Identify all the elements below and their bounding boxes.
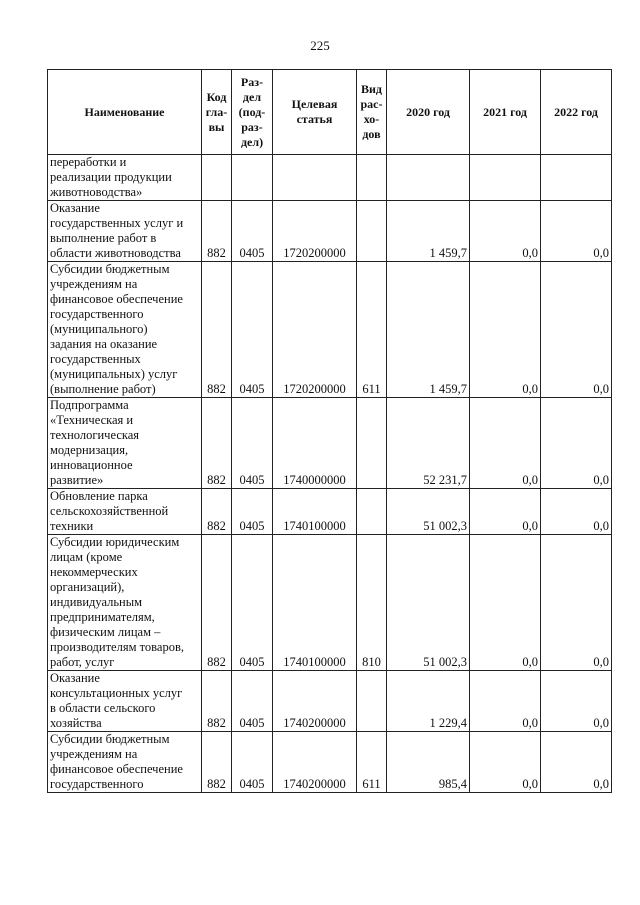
cell-name-line: консультационных услуг (50, 686, 183, 700)
cell-chapter: 882 (202, 489, 232, 535)
cell-target: 1720200000 (273, 262, 357, 398)
cell-2021: 0,0 (470, 201, 541, 262)
table-row (48, 535, 612, 671)
cell-2022: 0,0 (541, 535, 612, 671)
page-number: 225 (310, 38, 330, 53)
header-name: Наименование (48, 70, 202, 155)
table-row (48, 262, 612, 398)
cell-name-line: технологическая (50, 428, 140, 442)
header-expense-line: хо- (363, 112, 380, 126)
cell-name-line: индивидуальным (50, 595, 143, 609)
cell-2022: 0,0 (541, 398, 612, 489)
cell-name-line: государственных (50, 352, 141, 366)
header-chapter-line: Код (206, 89, 227, 104)
cell-section: 0405 (232, 201, 273, 262)
cell-2020: 52 231,7 (387, 398, 470, 489)
cell-name (48, 535, 202, 671)
cell-name-line: (муниципального) (50, 322, 148, 336)
header-chapter (202, 70, 232, 155)
cell-name-line: Оказание (50, 201, 100, 215)
cell-name-line: реализации продукции (50, 170, 172, 184)
table-row (48, 155, 612, 201)
cell-2022 (541, 155, 612, 201)
cell-2020 (387, 155, 470, 201)
cell-name-line: государственных услуг и (50, 216, 184, 230)
cell-expense (357, 201, 387, 262)
cell-name-line: хозяйства (50, 716, 102, 730)
cell-name (48, 201, 202, 262)
cell-name-line: предпринимателям, (50, 610, 155, 624)
cell-expense (357, 398, 387, 489)
cell-name-line: производителям товаров, (50, 640, 184, 654)
cell-name-line: учреждениям на (50, 277, 138, 291)
header-section-line: дел) (240, 134, 264, 149)
cell-expense: 611 (357, 262, 387, 398)
cell-chapter: 882 (202, 201, 232, 262)
header-expense-line: рас- (360, 97, 383, 111)
cell-name-line: Субсидии бюджетным (50, 732, 170, 746)
cell-name-line: (выполнение работ) (50, 382, 156, 396)
cell-name-line: области животноводства (50, 246, 181, 260)
table-row (48, 201, 612, 262)
header-section (232, 70, 273, 155)
cell-expense (357, 155, 387, 201)
cell-name-line: государственного (50, 307, 144, 321)
cell-name-line: финансовое обеспечение (50, 762, 183, 776)
cell-section: 0405 (232, 732, 273, 793)
budget-table (47, 69, 612, 793)
cell-name-line: техники (50, 519, 94, 533)
cell-2022: 0,0 (541, 732, 612, 793)
table-row (48, 671, 612, 732)
header-target (273, 70, 357, 155)
cell-name (48, 155, 202, 201)
header-expense-line: Вид (361, 82, 382, 96)
cell-2021: 0,0 (470, 262, 541, 398)
cell-chapter: 882 (202, 535, 232, 671)
cell-name-line: работ, услуг (50, 655, 115, 669)
table-header-row (48, 70, 612, 155)
header-section-line: (под- (238, 104, 266, 119)
header-expense (357, 70, 387, 155)
cell-name-line: модернизация, (50, 443, 129, 457)
cell-name-line: (муниципальных) услуг (50, 367, 178, 381)
cell-2020: 51 002,3 (387, 489, 470, 535)
cell-2021 (470, 155, 541, 201)
cell-name (48, 262, 202, 398)
header-2020: 2020 год (387, 70, 470, 155)
cell-name-line: физическим лицам – (50, 625, 161, 639)
cell-expense: 611 (357, 732, 387, 793)
cell-target: 1740100000 (273, 489, 357, 535)
cell-expense (357, 489, 387, 535)
cell-2020: 1 459,7 (387, 201, 470, 262)
cell-section: 0405 (232, 671, 273, 732)
cell-2021: 0,0 (470, 535, 541, 671)
cell-name-line: Субсидии бюджетным (50, 262, 170, 276)
cell-2020: 1 229,4 (387, 671, 470, 732)
cell-2020: 1 459,7 (387, 262, 470, 398)
cell-name-line: развитие» (50, 473, 104, 487)
cell-name-line: животноводства» (50, 185, 143, 199)
cell-target (273, 155, 357, 201)
cell-name-line: сельскохозяйственной (50, 504, 169, 518)
cell-name-line: некоммерческих (50, 565, 138, 579)
header-expense-line: дов (362, 127, 381, 141)
cell-expense: 810 (357, 535, 387, 671)
cell-name-line: выполнение работ в (50, 231, 157, 245)
cell-target: 1740200000 (273, 732, 357, 793)
cell-name-line: Подпрограмма (50, 398, 129, 412)
table-row (48, 732, 612, 793)
cell-name-line: государственного (50, 777, 144, 791)
header-section-line: раз- (241, 119, 263, 134)
cell-target: 1740000000 (273, 398, 357, 489)
cell-expense (357, 671, 387, 732)
table-row (48, 489, 612, 535)
cell-name-line: Обновление парка (50, 489, 148, 503)
cell-name-line: инновационное (50, 458, 133, 472)
cell-name-line: финансовое обеспечение (50, 292, 183, 306)
header-2022: 2022 год (541, 70, 612, 155)
cell-chapter: 882 (202, 671, 232, 732)
cell-2021: 0,0 (470, 398, 541, 489)
cell-target: 1740100000 (273, 535, 357, 671)
header-chapter-line: гла- (205, 104, 228, 119)
cell-section (232, 155, 273, 201)
cell-name (48, 489, 202, 535)
header-2021: 2021 год (470, 70, 541, 155)
header-target-line: статья (296, 112, 333, 126)
table-body (48, 155, 612, 793)
cell-2021: 0,0 (470, 732, 541, 793)
cell-2022: 0,0 (541, 671, 612, 732)
cell-name-line: лицам (кроме (50, 550, 123, 564)
cell-2021: 0,0 (470, 489, 541, 535)
cell-chapter (202, 155, 232, 201)
cell-chapter: 882 (202, 732, 232, 793)
cell-2020: 985,4 (387, 732, 470, 793)
cell-section: 0405 (232, 489, 273, 535)
header-target-line: Целевая (291, 97, 338, 111)
cell-2022: 0,0 (541, 262, 612, 398)
cell-chapter: 882 (202, 398, 232, 489)
cell-name-line: учреждениям на (50, 747, 138, 761)
cell-chapter: 882 (202, 262, 232, 398)
cell-name-line: переработки и (50, 155, 127, 169)
header-chapter-line: вы (208, 119, 225, 134)
cell-section: 0405 (232, 398, 273, 489)
cell-name-line: «Техническая и (50, 413, 134, 427)
cell-name-line: организаций), (50, 580, 125, 594)
cell-name-line: в области сельского (50, 701, 156, 715)
cell-name-line: Оказание (50, 671, 100, 685)
cell-target: 1740200000 (273, 671, 357, 732)
cell-2020: 51 002,3 (387, 535, 470, 671)
cell-name-line: задания на оказание (50, 337, 158, 351)
header-section-line: дел (242, 89, 262, 104)
cell-2021: 0,0 (470, 671, 541, 732)
cell-name (48, 732, 202, 793)
cell-2022: 0,0 (541, 201, 612, 262)
cell-name-line: Субсидии юридическим (50, 535, 180, 549)
cell-name (48, 671, 202, 732)
table-row (48, 398, 612, 489)
cell-section: 0405 (232, 262, 273, 398)
header-section-line: Раз- (240, 74, 264, 89)
cell-target: 1720200000 (273, 201, 357, 262)
cell-section: 0405 (232, 535, 273, 671)
cell-name (48, 398, 202, 489)
cell-2022: 0,0 (541, 489, 612, 535)
